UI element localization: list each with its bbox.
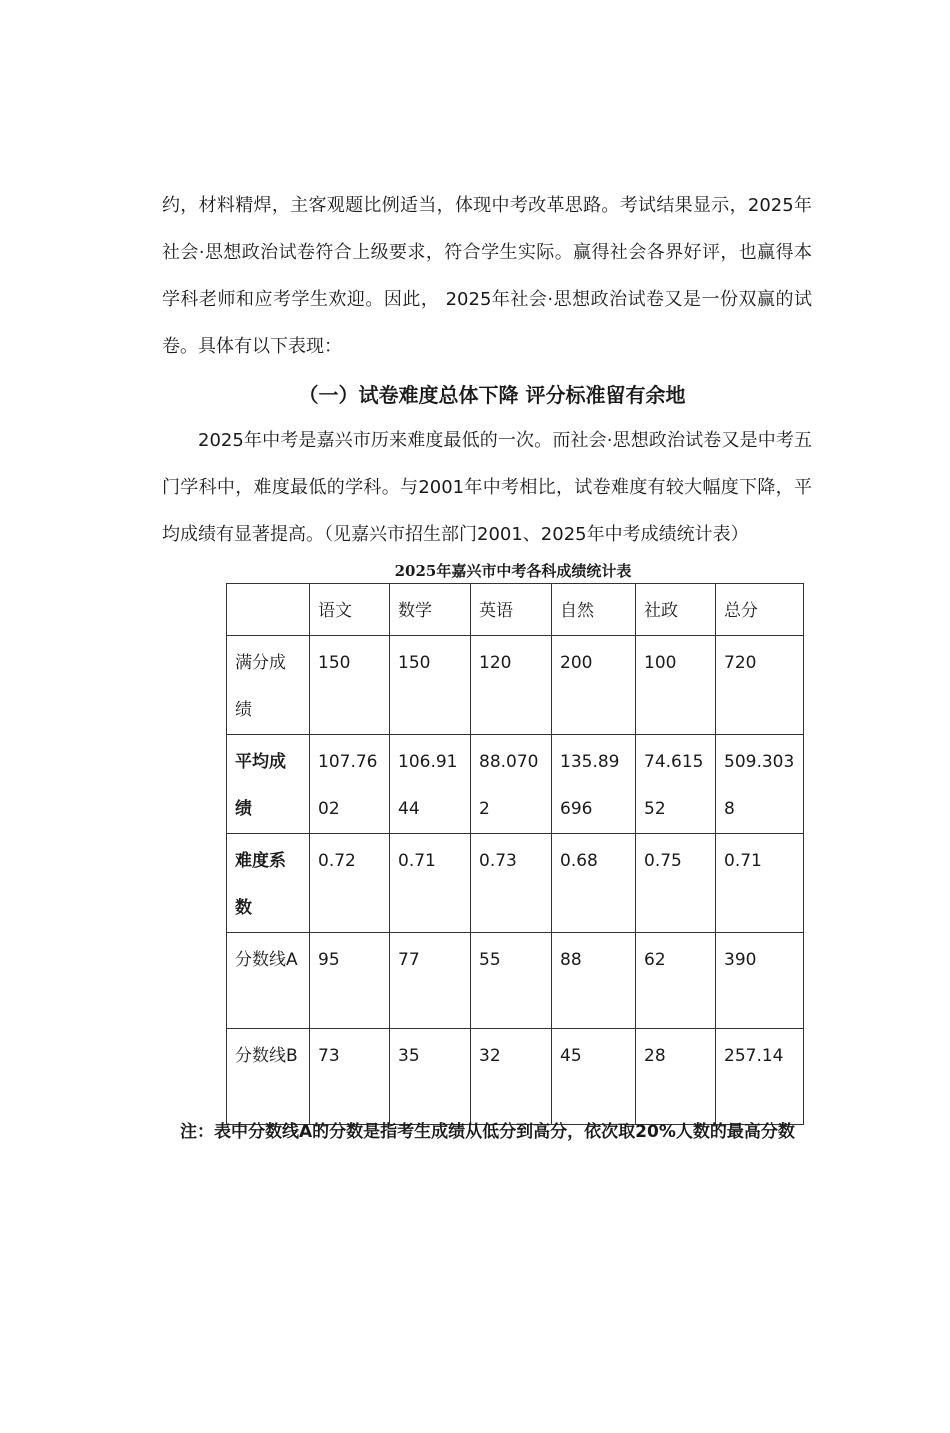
table-cell: 720 [716, 636, 804, 735]
table-cell: 0.73 [471, 834, 552, 933]
table-cell: 135.89696 [552, 735, 636, 834]
row-header: 分数线B [227, 1029, 310, 1125]
table-cell: 0.68 [552, 834, 636, 933]
table-cell: 88 [552, 933, 636, 1029]
table-cell: 73 [310, 1029, 390, 1125]
table-row [227, 735, 804, 834]
table-cell: 100 [636, 636, 716, 735]
body-paragraph: 2025年中考是嘉兴市历来难度最低的一次。而社会·思想政治试卷又是中考五门学科中，难度最低的学科。与2001年中考相比，试卷难度有较大幅度下降，平均成绩有显著提高。（见嘉兴市招生部门2001、2025年中考成绩统计表） [162, 430, 812, 545]
table-header-row [227, 584, 804, 636]
table-note: 注：表中分数线A的分数是指考生成绩从低分到高分，依次取20%人数的最高分数 [180, 1122, 795, 1142]
table-cell: 150 [390, 636, 471, 735]
column-header: 总分 [716, 584, 804, 636]
table-cell: 74.61552 [636, 735, 716, 834]
column-header: 数学 [390, 584, 471, 636]
column-header: 语文 [310, 584, 390, 636]
table-row [227, 834, 804, 933]
table-cell: 0.72 [310, 834, 390, 933]
table-cell: 390 [716, 933, 804, 1029]
column-header: 社政 [636, 584, 716, 636]
table-cell: 120 [471, 636, 552, 735]
column-header: 自然 [552, 584, 636, 636]
section-heading: （一）试卷难度总体下降 评分标准留有余地 [298, 383, 686, 407]
table-cell: 95 [310, 933, 390, 1029]
table-cell: 0.71 [390, 834, 471, 933]
table-cell: 200 [552, 636, 636, 735]
table-cell: 77 [390, 933, 471, 1029]
table-title: 2025年嘉兴市中考各科成绩统计表 [394, 562, 632, 580]
table-cell: 107.7602 [310, 735, 390, 834]
row-header: 分数线A [227, 933, 310, 1029]
table-cell: 45 [552, 1029, 636, 1125]
table-cell: 35 [390, 1029, 471, 1125]
table-row [227, 933, 804, 1029]
intro-paragraph: 约，材料精焊，主客观题比例适当，体现中考改革思路。考试结果显示，2025年社会·思想政治试卷符合上级要求，符合学生实际。赢得社会各界好评，也赢得本学科老师和应考学生欢迎。因此， 2025年社会·思想政治试卷又是一份双赢的试卷。具体有以下表现： [162, 195, 812, 357]
table-corner-cell [227, 584, 310, 636]
score-statistics-table [226, 583, 804, 1125]
table-cell: 257.14 [716, 1029, 804, 1125]
table-cell: 509.3038 [716, 735, 804, 834]
row-header: 平均成绩 [227, 735, 310, 834]
table-row [227, 636, 804, 735]
table-cell: 32 [471, 1029, 552, 1125]
table-cell: 55 [471, 933, 552, 1029]
table-cell: 88.0702 [471, 735, 552, 834]
table-cell: 0.71 [716, 834, 804, 933]
table-cell: 0.75 [636, 834, 716, 933]
table-cell: 28 [636, 1029, 716, 1125]
table-cell: 106.9144 [390, 735, 471, 834]
row-header: 难度系数 [227, 834, 310, 933]
row-header: 满分成绩 [227, 636, 310, 735]
table-cell: 150 [310, 636, 390, 735]
table-cell: 62 [636, 933, 716, 1029]
column-header: 英语 [471, 584, 552, 636]
